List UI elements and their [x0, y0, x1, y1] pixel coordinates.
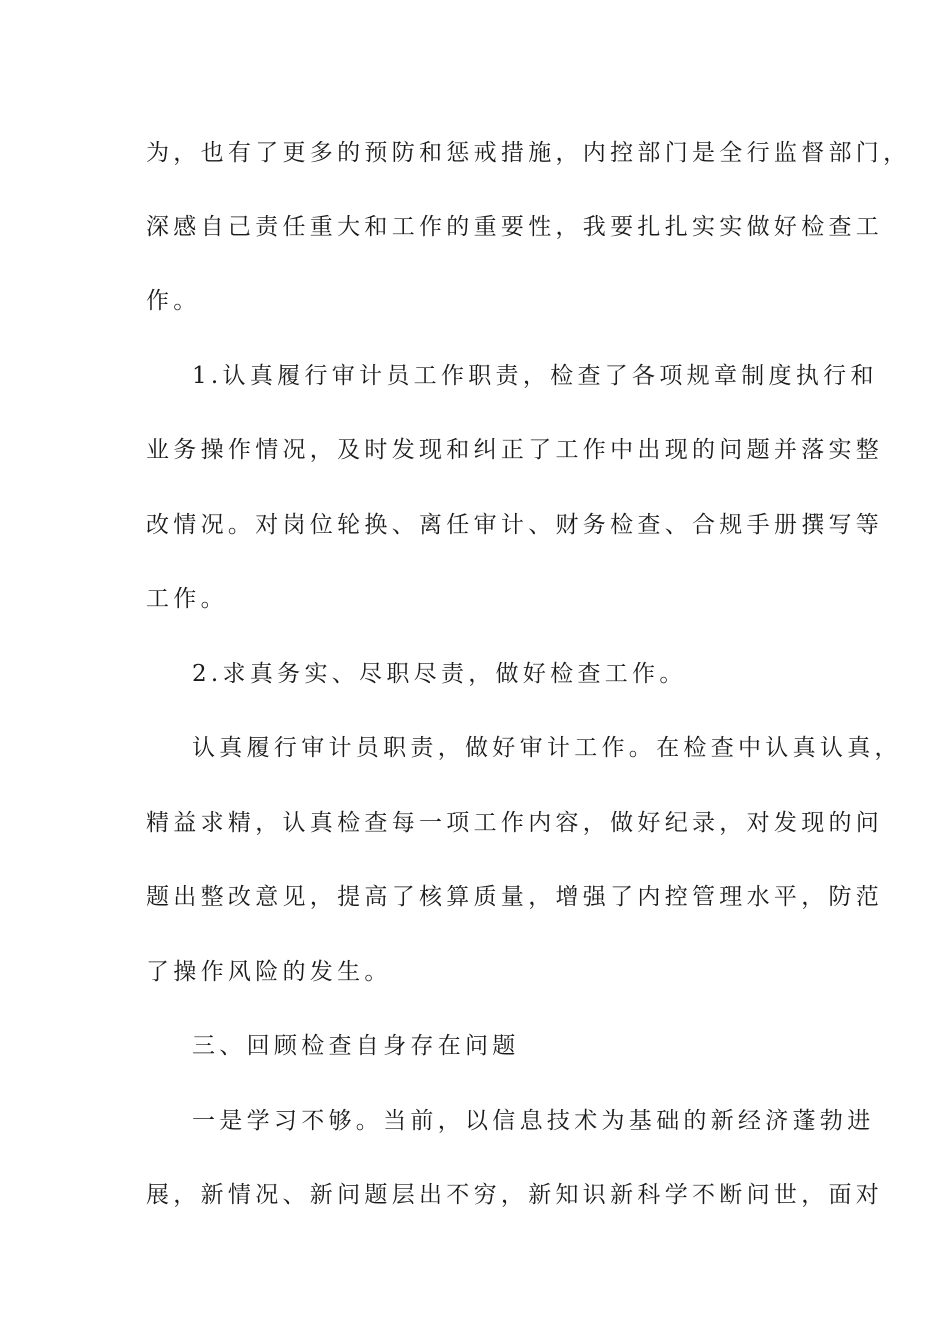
- numbered-item-1: 1.认真履行审计员工作职责，检查了各项规章制度执行和: [192, 363, 878, 389]
- paragraph-line: 认真履行审计员职责，做好审计工作。在检查中认真认真，: [192, 735, 902, 761]
- paragraph-line: 展，新情况、新问题层出不穷，新知识新科学不断问世，面对: [146, 1182, 884, 1208]
- paragraph-line: 为，也有了更多的预防和惩戒措施，内控部门是全行监督部门，: [146, 140, 911, 166]
- paragraph-line: 题出整改意见，提高了核算质量，增强了内控管理水平，防范: [146, 884, 884, 910]
- paragraph-line: 精益求精，认真检查每一项工作内容，做好纪录，对发现的问: [146, 810, 884, 836]
- numbered-item-2: 2.求真务实、尽职尽责，做好检查工作。: [192, 661, 687, 687]
- paragraph-line: 作。: [146, 288, 201, 314]
- paragraph-line: 一是学习不够。当前，以信息技术为基础的新经济蓬勃进: [192, 1108, 875, 1134]
- paragraph-line: 深感自己责任重大和工作的重要性，我要扎扎实实做好检查工: [146, 214, 884, 240]
- paragraph-line: 改情况。对岗位轮换、离任审计、财务检查、合规手册撰写等: [146, 512, 884, 538]
- paragraph-line: 了操作风险的发生。: [146, 959, 392, 985]
- paragraph-line: 业务操作情况，及时发现和纠正了工作中出现的问题并落实整: [146, 437, 884, 463]
- paragraph-line: 工作。: [146, 586, 228, 612]
- section-heading: 三、回顾检查自身存在问题: [192, 1033, 520, 1059]
